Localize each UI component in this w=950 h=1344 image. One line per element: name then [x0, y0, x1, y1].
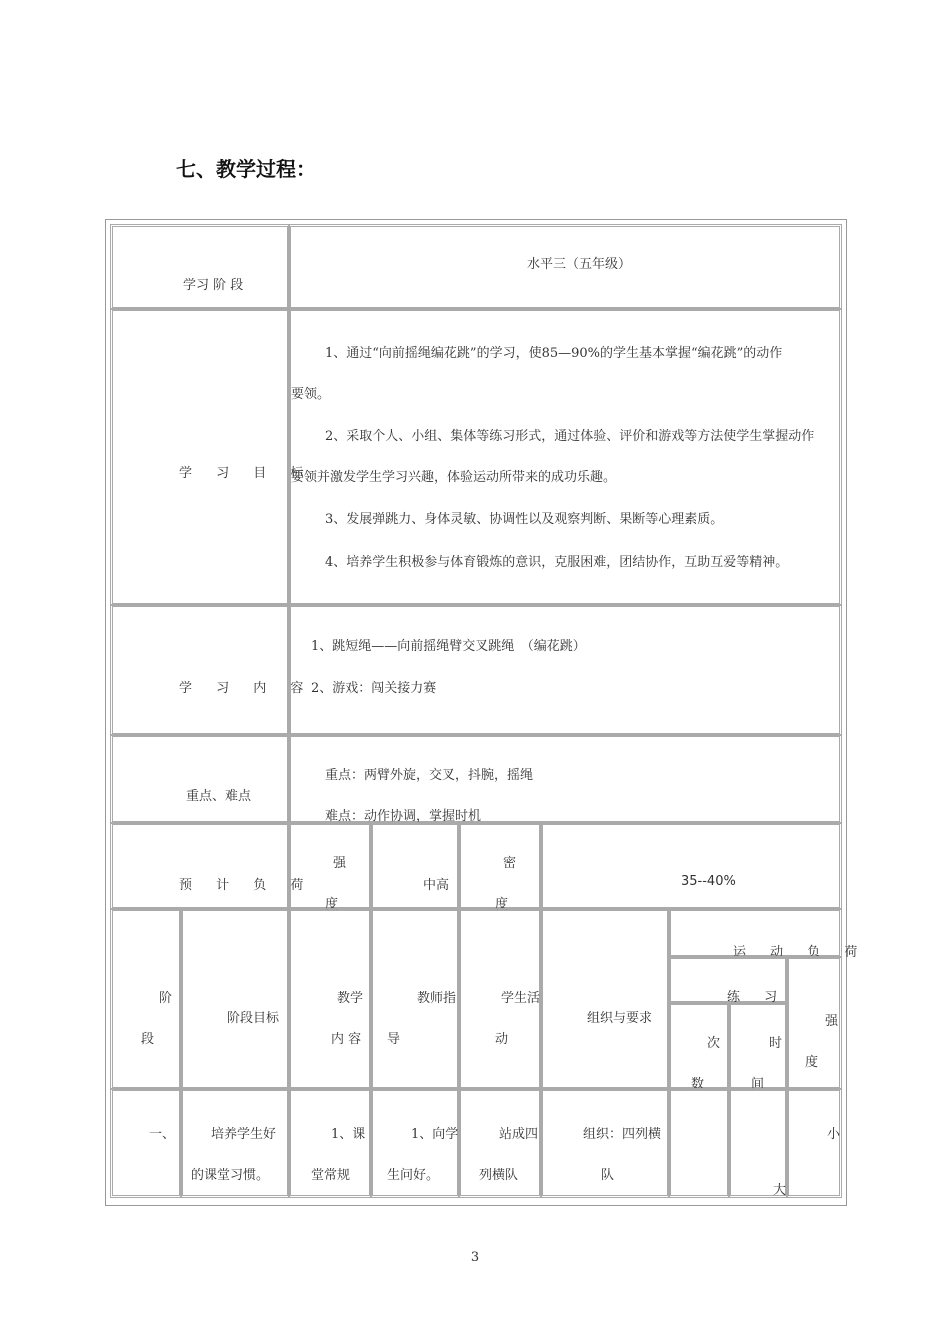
row1-content-a: 1、课	[331, 1127, 366, 1142]
content-item-2: 2、游戏：闯关接力赛	[311, 681, 437, 696]
content-value-cell	[288, 604, 842, 736]
header-content-cell	[288, 908, 372, 1090]
header-practice-cell	[668, 956, 788, 1004]
header-content-a: 教学	[337, 991, 364, 1006]
row1-goal-a: 培养学生好	[211, 1127, 277, 1142]
row1-stage-cell	[110, 1088, 182, 1198]
goal-1-line-1: 1、通过“向前摇绳编花跳”的学习，使85—90%的学生基本掌握“编花跳”的动作	[325, 346, 783, 361]
load-label-cell	[110, 822, 314, 910]
stage-value: 水平三（五年级）	[527, 257, 632, 272]
row1-content-b: 堂常规	[311, 1168, 351, 1183]
load-label: 预 计 负 荷	[179, 878, 314, 893]
header-time-cell	[728, 1002, 788, 1090]
row1-student-b: 列横队	[479, 1168, 519, 1183]
header-content-b: 内 容	[331, 1032, 362, 1047]
header-goal: 阶段目标	[227, 1011, 280, 1026]
header-stage-a: 阶	[159, 991, 173, 1006]
density-value: 35--40%	[681, 874, 736, 889]
row1-time-cell	[728, 1088, 788, 1198]
key-focus: 重点：两臂外旋，交叉，抖腕，摇绳	[325, 768, 534, 783]
row1-content-cell	[288, 1088, 372, 1198]
header-teacher-b: 导	[387, 1032, 401, 1047]
page-number: 3	[470, 1250, 480, 1265]
row1-student-cell	[458, 1088, 542, 1198]
header-count-a: 次	[707, 1036, 721, 1051]
content-item-1: 1、跳短绳——向前摇绳臂交叉跳绳 （编花跳）	[311, 639, 586, 654]
header-count-cell	[668, 1002, 730, 1090]
goal-2-line-1: 2、采取个人、小组、集体等练习形式，通过体验、评价和游戏等方法使学生掌握动作	[325, 429, 815, 444]
header-goal-cell	[180, 908, 290, 1090]
row1-strength: 小	[827, 1127, 841, 1142]
header-teacher-a: 教师指	[417, 991, 457, 1006]
row1-org-b: 队	[601, 1168, 615, 1183]
row1-teacher-cell	[370, 1088, 460, 1198]
key-label: 重点、难点	[186, 789, 252, 804]
header-strength-b: 度	[805, 1055, 819, 1070]
row1-org-cell	[540, 1088, 670, 1198]
row1-goal-cell	[180, 1088, 290, 1198]
row1-teacher-b: 生问好。	[387, 1168, 440, 1183]
row1-teacher-a: 1、向学	[411, 1127, 459, 1142]
section-heading: 七、教学过程：	[176, 157, 316, 181]
header-load-cell	[668, 908, 868, 960]
content-label-cell	[110, 604, 314, 736]
header-time-a: 时	[769, 1036, 783, 1051]
stage-label-cell	[110, 224, 290, 310]
intensity-label-a: 强	[333, 856, 347, 871]
content-label: 学 习 内 容	[179, 681, 314, 696]
goal-1-line-2: 要领。	[291, 387, 331, 402]
intensity-value: 中高	[423, 878, 450, 893]
header-time-b: 间	[751, 1077, 765, 1092]
header-stage-cell	[110, 908, 182, 1090]
header-strength-cell	[786, 956, 842, 1090]
density-value-cell	[540, 822, 842, 910]
row1-org-a: 组织：四列横	[583, 1127, 662, 1142]
row1-count-cell	[668, 1088, 730, 1198]
header-count-b: 数	[691, 1077, 705, 1092]
stage-label: 学习 阶 段	[183, 278, 244, 293]
header-student-cell	[458, 908, 542, 1090]
header-student-a: 学生活	[501, 991, 541, 1006]
row1-stage: 一、	[149, 1127, 176, 1142]
key-difficulty: 难点：动作协调，掌握时机	[325, 809, 482, 824]
goals-value-cell	[288, 308, 842, 606]
header-strength-a: 强	[825, 1014, 839, 1029]
density-label-cell	[458, 822, 542, 910]
row1-time: 大	[773, 1183, 787, 1198]
row1-goal-b: 的课堂习惯。	[191, 1168, 270, 1183]
stage-value-cell	[288, 224, 842, 310]
density-label-a: 密	[503, 856, 517, 871]
intensity-label-cell	[288, 822, 372, 910]
intensity-label-b: 度	[325, 897, 339, 912]
header-teacher-cell	[370, 908, 460, 1090]
row1-strength-cell	[786, 1088, 842, 1198]
density-label-b: 度	[495, 897, 509, 912]
goal-2-line-2: 要领并激发学生学习兴趣，体验运动所带来的成功乐趣。	[291, 470, 617, 485]
header-org-cell	[540, 908, 670, 1090]
goals-label: 学 习 目 标	[179, 466, 314, 481]
key-label-cell	[110, 734, 290, 824]
header-load: 运 动 负 荷	[733, 945, 868, 960]
teaching-process-table	[105, 219, 868, 1206]
goal-3: 3、发展弹跳力、身体灵敏、协调性以及观察判断、果断等心理素质。	[325, 512, 724, 527]
key-value-cell	[288, 734, 842, 824]
header-org: 组织与要求	[587, 1011, 653, 1026]
row1-student-a: 站成四	[499, 1127, 539, 1142]
header-practice: 练 习	[727, 990, 788, 1005]
header-student-b: 动	[495, 1032, 509, 1047]
goal-4: 4、培养学生积极参与体育锻炼的意识，克服困难，团结协作，互助互爱等精神。	[325, 555, 789, 570]
intensity-value-cell	[370, 822, 460, 910]
header-stage-b: 段	[141, 1032, 155, 1047]
